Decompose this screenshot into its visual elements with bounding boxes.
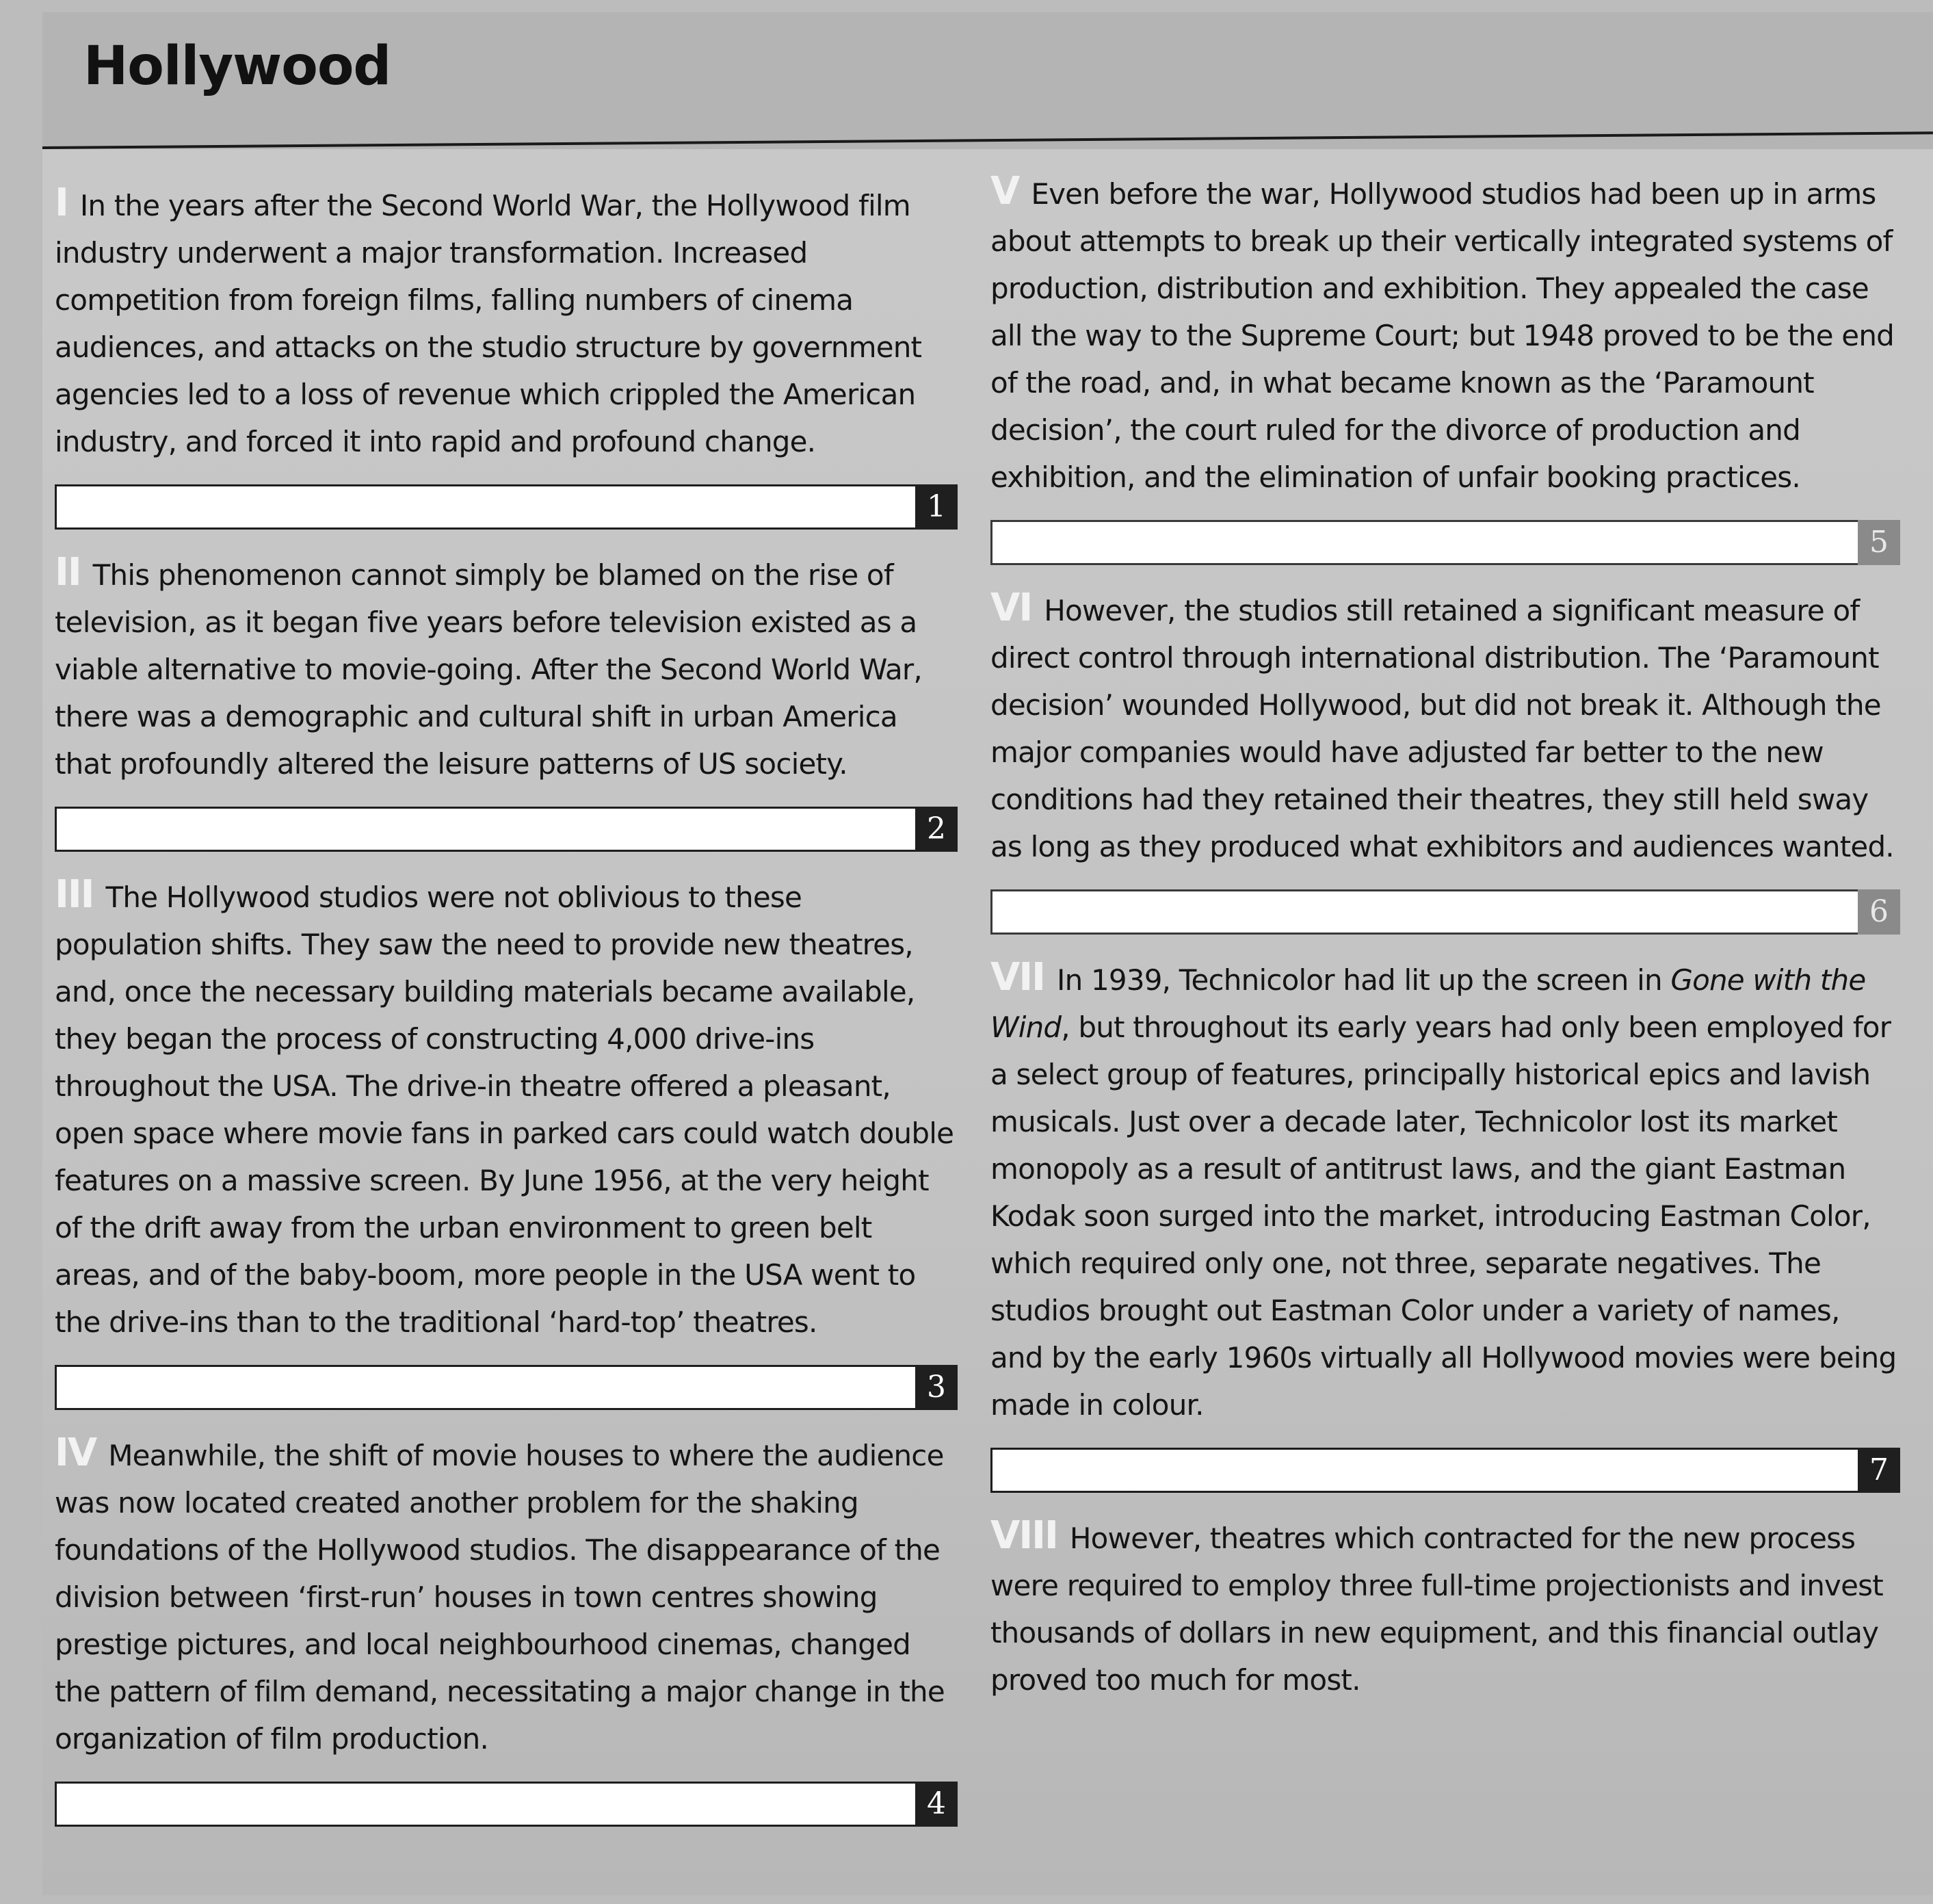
heading-slot-6[interactable] — [990, 889, 1900, 935]
slot-number: 7 — [1858, 1448, 1900, 1493]
film-title-italic: Gone with the Wind — [990, 963, 1866, 1044]
right-column — [990, 168, 1900, 1704]
paragraph-2 — [55, 549, 958, 787]
slot-number: 2 — [915, 807, 958, 852]
paragraph-numeral: VII — [990, 955, 1045, 1000]
paragraph-4 — [55, 1429, 958, 1762]
paragraph-numeral: II — [55, 550, 81, 595]
paragraph-text: This phenomenon cannot simply be blamed on the rise of television, as it began five years before television existed as a viable alternative to movie-going. After the Second World War, there was a demographic and cultural shift in urban America that profoundly altered the leisure patterns of US society. — [55, 558, 922, 781]
paragraph-7 — [990, 954, 1900, 1429]
page-title: Hollywood — [83, 36, 391, 97]
paragraph-numeral: IV — [55, 1431, 96, 1475]
paragraph-text-a: In 1939, Technicolor had lit up the screen in — [1057, 963, 1671, 997]
paragraph-text: However, theatres which contracted for the new process were required to employ three full-time projectionists and invest thousands of dollars in new equipment, and this financial outlay proved too much for most. — [990, 1522, 1883, 1697]
paragraph-5 — [990, 168, 1900, 501]
paragraph-8 — [990, 1512, 1900, 1704]
slot-number: 4 — [915, 1782, 958, 1827]
paragraph-text: However, the studios still retained a significant measure of direct control through international distribution. The ‘Paramount decision’ wounded Hollywood, but did not break it. Although the major companies would have adjusted far better to the new conditions had they retained their theatres, they still held sway as long as they produced what exhibitors and audiences wanted. — [990, 594, 1894, 863]
paragraph-text: Even before the war, Hollywood studios had been up in arms about attempts to break up their vertically integrated systems of production, distribution and exhibition. They appealed the case all the way to the Supreme Court; but 1948 proved to be the end of the road, and, in what became known as the ‘Paramount decision’, the court ruled for the divorce of production and exhibition, and the elimination of unfair booking practices. — [990, 177, 1894, 494]
paragraph-numeral: VIII — [990, 1513, 1057, 1558]
slot-number: 6 — [1858, 889, 1900, 935]
slot-number: 3 — [915, 1365, 958, 1410]
heading-slot-5[interactable] — [990, 520, 1900, 565]
slot-number: 5 — [1858, 520, 1900, 565]
paragraph-6 — [990, 584, 1900, 870]
paragraph-1 — [55, 179, 958, 465]
paragraph-text: Meanwhile, the shift of movie houses to where the audience was now located created another problem for the shaking foundations of the Hollywood studios. The disappearance of the division between ‘first-run’ houses in town centres showing prestige pictures, and local neighbourhood cinemas, changed the pattern of film demand, necessitating a major change in the organization of film production. — [55, 1439, 945, 1756]
paragraph-numeral: III — [55, 872, 94, 917]
heading-slot-3[interactable] — [55, 1365, 958, 1410]
paragraph-text: In the years after the Second World War, the Hollywood film industry underwent a major transformation. Increased competition from foreign films, falling numbers of cinema audiences, and attacks on the studio structure by government agencies led to a loss of revenue which crippled the American industry, and forced it into rapid and profound change. — [55, 189, 922, 458]
paragraph-numeral: V — [990, 169, 1019, 213]
paragraph-text-b: , but throughout its early years had only been employed for a select group of features, principally historical epics and lavish musicals. Just over a decade later, Technicolor lost its market monopoly as a result of antitrust laws, and the giant Eastman Kodak soon surged into the market, introducing Eastman Color, which required only one, not three, separate negatives. The studios brought out Eastman Color under a variety of names, and by the early 1960s virtually all Hollywood movies were being made in colour. — [990, 1010, 1897, 1422]
slot-number: 1 — [915, 484, 958, 530]
heading-slot-4[interactable] — [55, 1782, 958, 1827]
left-column — [55, 179, 958, 1846]
paragraph-text: The Hollywood studios were not oblivious to these population shifts. They saw the need to provide new theatres, and, once the necessary building materials became available, they began the process of constructing 4,000 drive-ins throughout the USA. The drive-in theatre offered a pleasant, open space where movie fans in parked cars could watch double features on a massive screen. By June 1956, at the very height of the drift away from the urban environment to green belt areas, and of the baby-boom, more people in the USA went to the drive-ins than to the traditional ‘hard-top’ theatres. — [55, 881, 954, 1339]
heading-slot-7[interactable] — [990, 1448, 1900, 1493]
heading-slot-2[interactable] — [55, 807, 958, 852]
heading-slot-1[interactable] — [55, 484, 958, 530]
paragraph-3 — [55, 871, 958, 1346]
paragraph-numeral: VI — [990, 586, 1032, 630]
paragraph-numeral: I — [55, 181, 68, 225]
